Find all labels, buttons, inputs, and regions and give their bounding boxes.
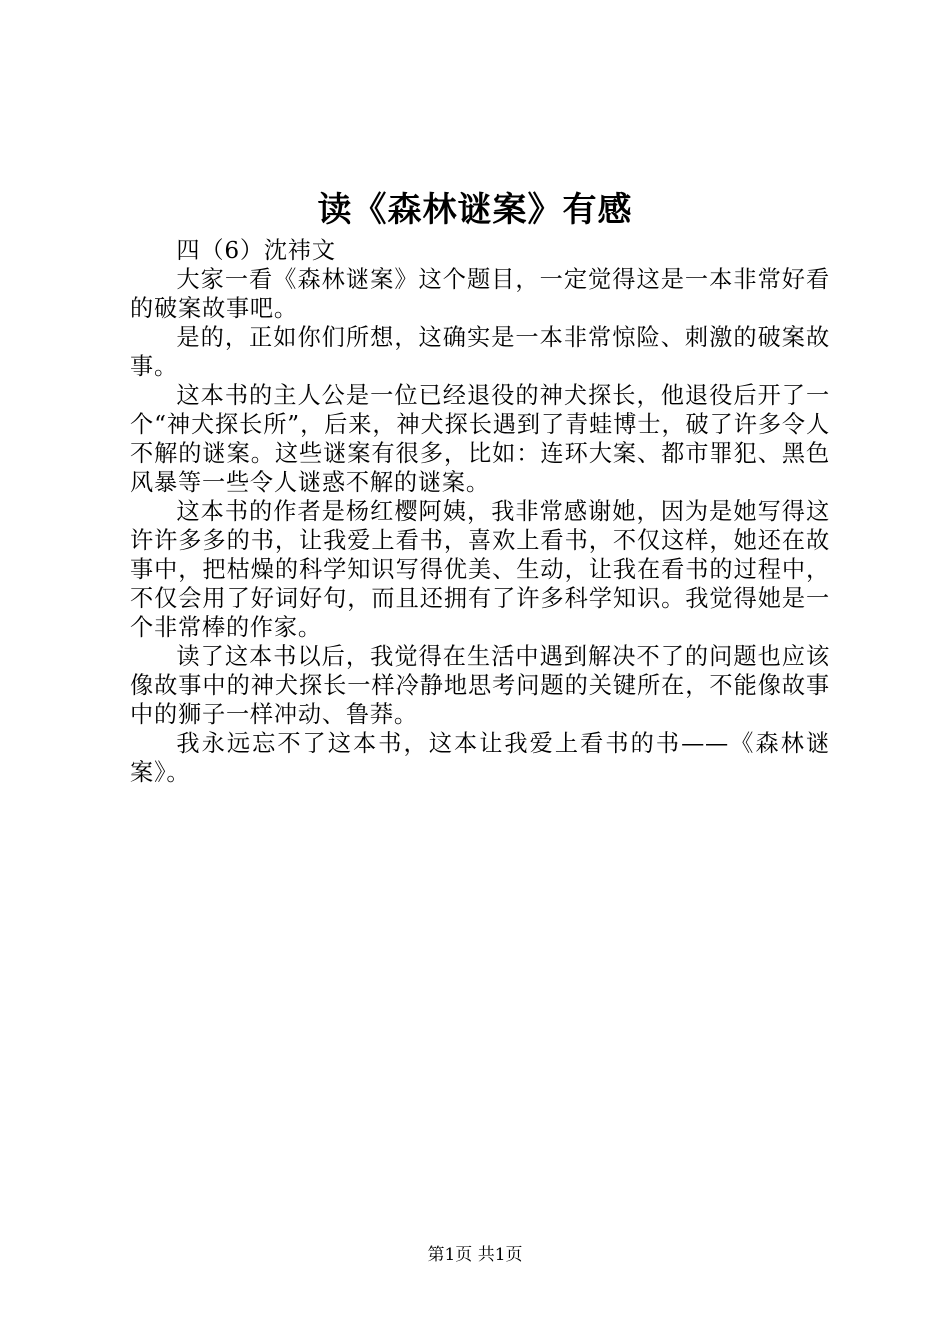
paragraph-5: 读了这本书以后，我觉得在生活中遇到解决不了的问题也应该像故事中的神犬探长一样冷静地思考问题的关键所在，不能像故事中的狮子一样冲动、鲁莽。: [130, 643, 830, 728]
paragraph-4: 这本书的作者是杨红樱阿姨，我非常感谢她，因为是她写得这许许多多的书，让我爱上看书，喜欢上看书，不仅这样，她还在故事中，把枯燥的科学知识写得优美、生动，让我在看书的过程中，不仅会用了好词好句，而且还拥有了许多科学知识。我觉得她是一个非常棒的作家。: [130, 498, 830, 641]
paragraph-6: 我永远忘不了这本书，这本让我爱上看书的书——《森林谜案》。: [130, 730, 830, 786]
paragraph-3: 这本书的主人公是一位已经退役的神犬探长，他退役后开了一个“神犬探长所”，后来，神犬探长遇到了青蛙博士，破了许多令人不解的谜案。这些谜案有很多，比如：连环大案、都市罪犯、黑色风暴等一些令人谜惑不解的谜案。: [130, 382, 830, 496]
document-body: [130, 236, 830, 787]
page-title: 读《森林谜案》有感: [317, 190, 633, 230]
page-footer: 第1页 共1页: [427, 1245, 523, 1265]
author-line: 四（6）沈祎文: [176, 237, 336, 264]
paragraph-2: 是的，正如你们所想，这确实是一本非常惊险、刺激的破案故事。: [130, 324, 830, 380]
paragraph-1: 大家一看《森林谜案》这个题目，一定觉得这是一本非常好看的破案故事吧。: [130, 266, 830, 322]
